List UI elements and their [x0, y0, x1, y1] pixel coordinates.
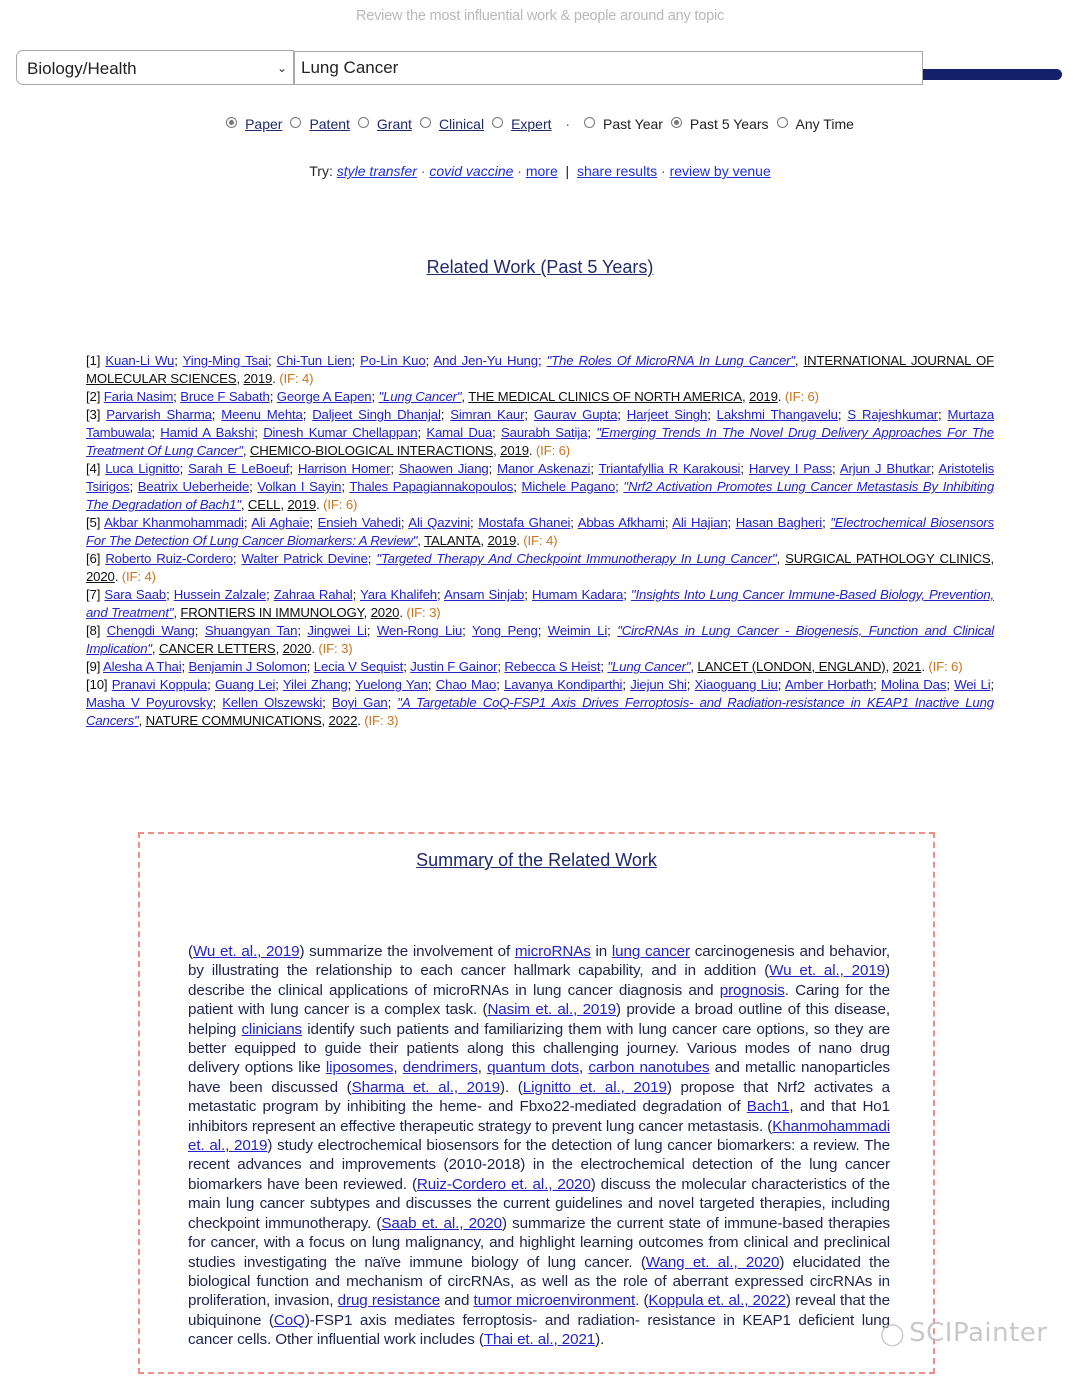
summary-segment: ) summarize the involvement of	[299, 943, 515, 960]
author-link[interactable]: Wei Li	[954, 677, 991, 692]
type-option-label[interactable]: Clinical	[438, 116, 485, 132]
author-link[interactable]: Gaurav Gupta	[533, 407, 618, 422]
venue[interactable]: SURGICAL PATHOLOGY CLINICS	[785, 551, 991, 566]
author-link[interactable]: Kamal Dua	[426, 425, 493, 440]
year[interactable]: 2019	[287, 497, 317, 512]
reference-item: [5] Akbar Khanmohammadi; Ali Aghaie; Ensieh Vahedi; Ali Qazvini; Mostafa Ghanei; Abbas Afkhami; Ali Hajian; Hasan Bagheri; "Electrochemical Biosensors For The Detection Of Lung Cancer Biomarkers: A Review", TALANTA, 2019. (IF: 4)	[86, 515, 994, 548]
suggestion-link[interactable]: covid vaccine	[429, 163, 514, 179]
author-link[interactable]: Hasan Bagheri	[735, 515, 823, 530]
author-link[interactable]: Pranavi Koppula	[111, 677, 208, 692]
reference-number: [7]	[86, 587, 101, 602]
reference-number: [6]	[86, 551, 101, 566]
author-link[interactable]: Ensieh Vahedi	[317, 515, 401, 530]
summary-segment: in	[590, 943, 612, 960]
author-link[interactable]: Daljeet Singh Dhanjal	[312, 407, 441, 422]
author-link[interactable]: Sarah E LeBoeuf	[188, 461, 290, 476]
summary-segment: ) reveal that the ubiquinone (	[188, 1292, 890, 1329]
year[interactable]: 2020	[86, 569, 115, 584]
year[interactable]: 2019	[749, 389, 778, 404]
paper-title-link[interactable]: "Electrochemical Biosensors For The Detection Of Lung Cancer Biomarkers: A Review"	[86, 515, 994, 548]
radio-button[interactable]	[777, 117, 788, 128]
reference-list	[86, 352, 994, 730]
author-link[interactable]: Luca Lignitto	[105, 461, 180, 476]
summary-link[interactable]: clinicians	[241, 1020, 303, 1038]
author-link[interactable]: Yuelong Yan	[355, 677, 428, 692]
year[interactable]: 2021	[892, 659, 922, 674]
author-link[interactable]: Ali Qazvini	[408, 515, 471, 530]
author-link[interactable]: Meenu Mehta	[221, 407, 303, 422]
try-bar	[0, 163, 1080, 179]
reference-number: [10]	[86, 677, 108, 692]
author-link[interactable]: Ali Aghaie	[251, 515, 310, 530]
venue[interactable]: NATURE COMMUNICATIONS	[145, 713, 322, 728]
summary-link[interactable]: drug resistance	[337, 1292, 441, 1310]
author-link[interactable]: Weimin Li	[547, 623, 608, 638]
summary-segment: . Caring for the patient with lung cancer is a complex task. (	[188, 981, 890, 1019]
summary-segment: and metallic nanoparticles have been discussed (	[188, 1059, 890, 1096]
venue[interactable]: INTERNATIONAL JOURNAL OF MOLECULAR SCIENCES	[86, 353, 995, 386]
radio-button[interactable]	[584, 117, 595, 128]
author-link[interactable]: Roberto Ruiz-Cordero	[105, 551, 233, 566]
author-link[interactable]: Shuangyan Tan	[204, 623, 298, 638]
summary-segment: ) propose that Nrf2 activates a metastatic program by inhibiting the heme- and Fbxo22-mediated degradation of	[188, 1078, 890, 1116]
dot-separator: ·	[517, 163, 522, 179]
impact-factor: (IF: 6)	[928, 659, 963, 674]
paper-title-link[interactable]: "Nrf2 Activation Promotes Lung Cancer Metastasis By Inhibiting The Degradation of Bach1"	[86, 479, 995, 512]
type-option-label[interactable]: Expert	[511, 116, 552, 132]
reference-item: [6] Roberto Ruiz-Cordero; Walter Patrick Devine; "Targeted Therapy And Checkpoint Immunotherapy In Lung Cancer", SURGICAL PATHOLOGY CLINICS, 2020. (IF: 4)	[86, 551, 995, 584]
author-link[interactable]: Yilei Zhang	[282, 677, 348, 692]
radio-button[interactable]	[226, 117, 237, 128]
author-link[interactable]: George A Eapen	[276, 389, 372, 404]
author-link[interactable]: Harvey I Pass	[748, 461, 832, 476]
venue[interactable]: LANCET (LONDON, ENGLAND)	[697, 659, 886, 674]
dot-separator: ·	[661, 163, 666, 179]
author-link[interactable]: Molina Das	[881, 677, 947, 692]
wechat-icon: ◯	[880, 1322, 906, 1347]
author-link[interactable]: Walter Patrick Devine	[241, 551, 368, 566]
type-option[interactable]	[290, 116, 349, 132]
summary-link[interactable]: Sharma et. al., 2019	[351, 1078, 501, 1096]
author-link[interactable]: Arjun J Bhutkar	[839, 461, 931, 476]
summary-link[interactable]: Wang et. al., 2020	[645, 1253, 780, 1271]
type-option-label[interactable]: Paper	[245, 116, 283, 132]
author-link[interactable]: Chao Mao	[435, 677, 497, 692]
author-link[interactable]: Lecia V Sequist	[313, 659, 404, 674]
time-option[interactable]	[584, 116, 663, 132]
reference-number: [3]	[86, 407, 101, 422]
reference-number: [1]	[86, 353, 101, 368]
reference-item: [4] Luca Lignitto; Sarah E LeBoeuf; Harrison Homer; Shaowen Jiang; Manor Askenazi; Triantafyllia R Karakousi; Harvey I Pass; Arjun J Bhutkar; Aristotelis Tsirigos; Beatrix Ueberheide; Volkan I Sayin; Thales Papagiannakopoulos; Michele Pagano; "Nrf2 Activation Promotes Lung Cancer Metastasis By Inhibiting The Degradation of Bach1", CELL, 2019. (IF: 6)	[86, 461, 995, 512]
summary-link[interactable]: CoQ	[273, 1311, 305, 1329]
author-link[interactable]: Ali Hajian	[672, 515, 728, 530]
reference-item: [3] Parvarish Sharma; Meenu Mehta; Daljeet Singh Dhanjal; Simran Kaur; Gaurav Gupta; Harjeet Singh; Lakshmi Thangavelu; S Rajeshkumar; Murtaza Tambuwala; Hamid A Bakshi; Dinesh Kumar Chellappan; Kamal Dua; Saurabh Satija; "Emerging Trends In The Novel Drug Delivery Approaches For The Treatment Of Lung Cancer", CHEMICO-BIOLOGICAL INTERACTIONS, 2019. (IF: 6)	[86, 407, 995, 458]
summary-segment: ,	[477, 1059, 488, 1077]
author-link[interactable]: Parvarish Sharma	[106, 407, 212, 422]
author-link[interactable]: Kuan-Li Wu	[105, 353, 175, 368]
author-link[interactable]: Masha V Poyurovsky	[86, 695, 213, 710]
venue[interactable]: FRONTIERS IN IMMUNOLOGY	[180, 605, 364, 620]
author-link[interactable]: Michele Pagano	[521, 479, 616, 494]
year[interactable]: 2020	[370, 605, 400, 620]
author-link[interactable]: Jiejun Shi	[630, 677, 687, 692]
author-link[interactable]: Simran Kaur	[450, 407, 525, 422]
year[interactable]: 2022	[328, 713, 358, 728]
reference-number: [9]	[86, 659, 101, 674]
author-link[interactable]: Lavanya Kondiparthi	[504, 677, 623, 692]
paper-title-link[interactable]: "Emerging Trends In The Novel Drug Delivery Approaches For The Treatment Of Lung Cancer"	[86, 425, 994, 458]
paper-title-link[interactable]: "A Targetable CoQ-FSP1 Axis Drives Ferroptosis- and Radiation-resistance in KEAP1 Inactive Lung Cancers"	[86, 695, 994, 728]
share-results-link[interactable]: share results	[576, 163, 658, 179]
time-option-label: Past 5 Years	[689, 116, 769, 132]
reference-number: [8]	[86, 623, 101, 638]
author-link[interactable]: Akbar Khanmohammadi	[104, 515, 244, 530]
paper-title-link[interactable]: "CircRNAs in Lung Cancer - Biogenesis, Function and Clinical Implication"	[86, 623, 995, 656]
summary-segment: ) describe the clinical applications of microRNAs in lung cancer diagnosis and	[188, 962, 891, 999]
summary-segment: ,	[393, 1059, 403, 1077]
impact-factor: (IF: 6)	[323, 497, 358, 512]
year[interactable]: 2019	[243, 371, 273, 386]
type-option[interactable]	[226, 116, 282, 132]
divider: |	[565, 163, 570, 179]
summary-link[interactable]: liposomes	[325, 1059, 394, 1077]
paper-title-link[interactable]: "Lung Cancer"	[378, 389, 462, 404]
author-link[interactable]: Alesha A Thai	[103, 659, 182, 674]
paper-title-link[interactable]: "The Roles Of MicroRNA In Lung Cancer"	[546, 353, 795, 368]
author-link[interactable]: Saurabh Satija	[501, 425, 588, 440]
time-option-label: Any Time	[795, 116, 854, 132]
paper-title-link[interactable]: "Insights Into Lung Cancer Immune-Based Biology, Prevention, and Treatment"	[86, 587, 995, 620]
summary-link[interactable]: Saab et. al., 2020	[381, 1214, 502, 1232]
author-link[interactable]: Zahraa Rahal	[273, 587, 353, 602]
summary-link[interactable]: prognosis	[719, 981, 785, 999]
impact-factor: (IF: 6)	[784, 389, 819, 404]
summary-segment: (	[188, 943, 193, 960]
summary-link[interactable]: Bach1	[746, 1098, 790, 1116]
author-link[interactable]: Humam Kadara	[531, 587, 624, 602]
summary-segment: )-FSP1 axis mediates ferroptosis- and radiation- resistance in KEAP1 deficient lung cancer cells. Other influential work includes (	[188, 1311, 891, 1349]
summary-text	[188, 942, 890, 1350]
reference-item: [2] Faria Nasim; Bruce F Sabath; George A Eapen; "Lung Cancer", THE MEDICAL CLINICS OF NORTH AMERICA, 2019. (IF: 6)	[86, 389, 819, 404]
author-link[interactable]: Chi-Tun Lien	[276, 353, 352, 368]
type-option-label[interactable]: Patent	[309, 116, 350, 132]
watermark-text: SCIPainter	[909, 1318, 1048, 1348]
time-option-label: Past Year	[602, 116, 663, 132]
author-link[interactable]: And Jen-Yu Hung	[433, 353, 538, 368]
author-link[interactable]: Ansam Sinjab	[443, 587, 525, 602]
reference-item: [9] Alesha A Thai; Benjamin J Solomon; Lecia V Sequist; Justin F Gainor; Rebecca S Heist; "Lung Cancer", LANCET (LONDON, ENGLAND), 2021. (IF: 6)	[86, 659, 963, 674]
summary-link[interactable]: Lignitto et. al., 2019	[522, 1078, 667, 1096]
author-link[interactable]: Sara Saab	[104, 587, 167, 602]
venue[interactable]: TALANTA	[424, 533, 481, 548]
author-link[interactable]: Guang Lei	[214, 677, 276, 692]
summary-link[interactable]: quantum dots	[487, 1059, 580, 1077]
type-option[interactable]	[358, 116, 412, 132]
author-link[interactable]: Harjeet Singh	[626, 407, 708, 422]
type-option-label[interactable]: Grant	[376, 116, 412, 132]
summary-segment: ) elucidated the biological function and mechanism of circRNAs, as well as the role of aberrant expressed circRNAs in proliferation, invasion,	[188, 1253, 890, 1310]
radio-button[interactable]	[420, 117, 431, 128]
summary-link[interactable]: tumor microenvironment	[473, 1292, 636, 1310]
dot-separator: ·	[420, 163, 426, 179]
summary-link[interactable]: Ruiz-Cordero et. al., 2020	[416, 1175, 591, 1193]
summary-segment: ) study electrochemical biosensors for the detection of lung cancer biomarkers: a review. The recent advances and improvements (2010-2018) in the electrochemical detection of the lung cancer biomarkers have been reviewed. (	[188, 1137, 890, 1193]
radio-button[interactable]	[358, 117, 369, 128]
author-link[interactable]: Hussein Zalzale	[173, 587, 267, 602]
author-link[interactable]: Faria Nasim	[103, 389, 174, 404]
tagline: Review the most influential work & people around any topic	[355, 8, 725, 24]
paper-title-link[interactable]: "Targeted Therapy And Checkpoint Immunotherapy In Lung Cancer"	[376, 551, 777, 566]
radio-button[interactable]	[492, 117, 503, 128]
summary-segment: . (	[635, 1292, 649, 1310]
impact-factor: (IF: 6)	[535, 443, 571, 458]
summary-segment: ) provide a broad outline of this disease, helping	[188, 1001, 890, 1038]
author-link[interactable]: Manor Askenazi	[497, 461, 591, 476]
author-link[interactable]: Kellen Olszewski	[222, 695, 323, 710]
author-link[interactable]: Ying-Ming Tsai	[182, 353, 268, 368]
year[interactable]: 2019	[487, 533, 517, 548]
reference-number: [5]	[86, 515, 101, 530]
summary-segment: ).	[595, 1331, 605, 1349]
option-separator: ·	[565, 116, 571, 132]
author-link[interactable]: Xiaoguang Liu	[694, 677, 778, 692]
try-label: Try:	[309, 163, 333, 179]
author-link[interactable]: Justin F Gainor	[410, 659, 498, 674]
suggestion-link[interactable]: style transfer	[336, 163, 417, 179]
radio-button[interactable]	[290, 117, 301, 128]
reference-item: [7] Sara Saab; Hussein Zalzale; Zahraa Rahal; Yara Khalifeh; Ansam Sinjab; Humam Kadara; "Insights Into Lung Cancer Immune-Based Biology, Prevention, and Treatment", FRONTIERS IN IMMUNOLOGY, 2020. (IF: 3)	[86, 587, 995, 620]
author-link[interactable]: Wen-Rong Liu	[376, 623, 463, 638]
time-option[interactable]	[671, 116, 769, 132]
impact-factor: (IF: 4)	[523, 533, 558, 548]
impact-factor: (IF: 4)	[279, 371, 314, 386]
author-link[interactable]: Boyi Gan	[331, 695, 388, 710]
author-link[interactable]: Yara Khalifeh	[360, 587, 437, 602]
author-link[interactable]: Jingwei Li	[307, 623, 367, 638]
reference-item: [10] Pranavi Koppula; Guang Lei; Yilei Zhang; Yuelong Yan; Chao Mao; Lavanya Kondiparthi; Jiejun Shi; Xiaoguang Liu; Amber Horbath; Molina Das; Wei Li; Masha V Poyurovsky; Kellen Olszewski; Boyi Gan; "A Targetable CoQ-FSP1 Axis Drives Ferroptosis- and Radiation-resistance in KEAP1 Inactive Lung Cancers", NATURE COMMUNICATIONS, 2022. (IF: 3)	[86, 677, 995, 728]
author-link[interactable]: Harrison Homer	[297, 461, 391, 476]
watermark	[880, 1318, 1047, 1348]
summary-segment: ). (	[500, 1078, 523, 1096]
author-link[interactable]: Lakshmi Thangavelu	[716, 407, 838, 422]
summary-link[interactable]: lung cancer	[611, 943, 690, 960]
paper-title-link[interactable]: "Lung Cancer"	[607, 659, 691, 674]
author-link[interactable]: Abbas Afkhami	[577, 515, 665, 530]
summary-segment: ) summarize the current state of immune-based therapies for cancer, with a focus on lung malignancy, and highlight learning outcomes from clinical and preclinical studies investigating the naïve immune biology of lung cancer. (	[188, 1214, 891, 1271]
author-link[interactable]: Triantafyllia R Karakousi	[598, 461, 741, 476]
year[interactable]: 2019	[500, 443, 529, 458]
author-link[interactable]: Yong Peng	[472, 623, 538, 638]
impact-factor: (IF: 3)	[364, 713, 399, 728]
author-link[interactable]: Shaowen Jiang	[398, 461, 489, 476]
author-link[interactable]: Aristotelis Tsirigos	[86, 461, 995, 494]
summary-segment: carcinogenesis and behavior, by illustrating the relationship to each cancer hallmark capability, and in addition (	[188, 943, 890, 980]
time-option[interactable]	[777, 116, 854, 132]
related-work-title[interactable]: Related Work (Past 5 Years)	[426, 257, 654, 277]
author-link[interactable]: Beatrix Ueberheide	[137, 479, 250, 494]
summary-link[interactable]: Wu et. al., 2019	[192, 943, 300, 960]
reference-item: [1] Kuan-Li Wu; Ying-Ming Tsai; Chi-Tun Lien; Po-Lin Kuo; And Jen-Yu Hung; "The Roles Of MicroRNA In Lung Cancer", INTERNATIONAL JOURNAL OF MOLECULAR SCIENCES, 2019. (IF: 4)	[86, 353, 995, 386]
filter-options	[0, 116, 1080, 132]
summary-link[interactable]: microRNAs	[514, 943, 591, 960]
summary-panel	[138, 832, 935, 1374]
reference-number: [2]	[86, 389, 101, 404]
summary-segment: ,	[579, 1059, 589, 1077]
author-link[interactable]: Po-Lin Kuo	[360, 353, 426, 368]
venue[interactable]: CELL	[247, 497, 281, 512]
author-link[interactable]: Volkan I Sayin	[257, 479, 342, 494]
search-input[interactable]: Lung Cancer	[294, 51, 923, 85]
review-by-venue-link[interactable]: review by venue	[669, 163, 771, 179]
summary-link[interactable]: Thai et. al., 2021	[483, 1331, 596, 1349]
author-link[interactable]: Amber Horbath	[784, 677, 874, 692]
author-link[interactable]: Thales Papagiannakopoulos	[349, 479, 514, 494]
author-link[interactable]: Murtaza Tambuwala	[86, 407, 995, 440]
author-link[interactable]: Bruce F Sabath	[180, 389, 270, 404]
year[interactable]: 2020	[282, 641, 312, 656]
impact-factor: (IF: 3)	[318, 641, 353, 656]
summary-link[interactable]: dendrimers	[402, 1059, 478, 1077]
reference-number: [4]	[86, 461, 101, 476]
radio-button[interactable]	[671, 117, 682, 128]
author-link[interactable]: Mostafa Ghanei	[478, 515, 571, 530]
summary-link[interactable]: Khanmohammadi et. al., 2019	[188, 1117, 890, 1155]
author-link[interactable]: Hamid A Bakshi	[160, 425, 255, 440]
category-select-value: Biology/Health	[27, 59, 137, 78]
author-link[interactable]: Dinesh Kumar Chellappan	[263, 425, 418, 440]
summary-link[interactable]: carbon nanotubes	[588, 1059, 710, 1077]
venue[interactable]: CHEMICO-BIOLOGICAL INTERACTIONS	[249, 443, 494, 458]
reference-item: [8] Chengdi Wang; Shuangyan Tan; Jingwei Li; Wen-Rong Liu; Yong Peng; Weimin Li; "CircRNAs in Lung Cancer - Biogenesis, Function and Clinical Implication", CANCER LETTERS, 2020. (IF: 3)	[86, 623, 995, 656]
venue[interactable]: THE MEDICAL CLINICS OF NORTH AMERICA	[468, 389, 742, 404]
type-option[interactable]	[492, 116, 551, 132]
author-link[interactable]: Benjamin J Solomon	[188, 659, 307, 674]
type-option[interactable]	[420, 116, 484, 132]
summary-segment: , and that Ho1 inhibitors represent an effective therapeutic strategy to prevent lung cancer metastasis. (	[188, 1098, 891, 1135]
author-link[interactable]: S Rajeshkumar	[847, 407, 939, 422]
category-select[interactable]	[16, 50, 294, 85]
summary-link[interactable]: Koppula et. al., 2022	[648, 1292, 786, 1310]
more-link[interactable]: more	[525, 163, 558, 179]
author-link[interactable]: Rebecca S Heist	[504, 659, 601, 674]
impact-factor: (IF: 3)	[406, 605, 441, 620]
summary-segment: identify such patients and familiarizing them with lung cancer care options, so they are better equipped to guide their patients along this challenging journey. Various modes of nano drug delivery options like	[188, 1020, 890, 1077]
summary-link[interactable]: Wu et. al., 2019	[769, 962, 886, 980]
summary-link[interactable]: Nasim et. al., 2019	[487, 1001, 616, 1019]
impact-factor: (IF: 4)	[121, 569, 156, 584]
summary-segment: ) discuss the molecular characteristics of the main lung cancer subtypes and discusses the current guidelines and novel targeted therapies, including checkpoint immunotherapy. (	[188, 1175, 890, 1232]
search-button[interactable]	[923, 69, 1062, 80]
summary-title[interactable]: Summary of the Related Work	[416, 850, 657, 870]
summary-segment: and	[440, 1292, 474, 1310]
venue[interactable]: CANCER LETTERS	[158, 641, 276, 656]
chevron-down-icon: ⌄	[276, 61, 287, 75]
author-link[interactable]: Chengdi Wang	[106, 623, 195, 638]
